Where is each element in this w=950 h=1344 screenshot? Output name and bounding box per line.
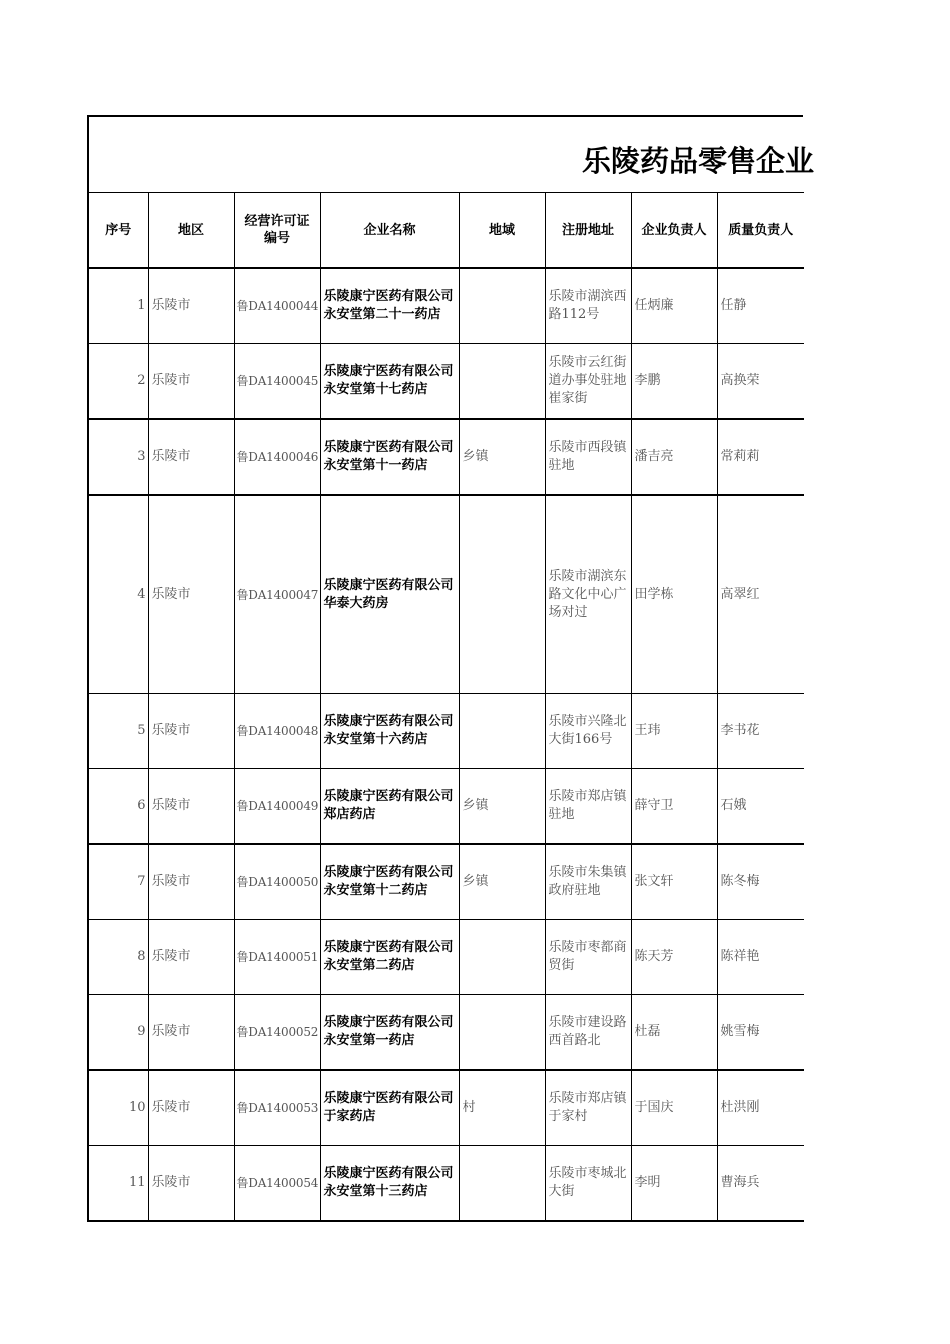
cell-license[interactable]: 鲁DA1400047 — [234, 495, 320, 694]
cell-company[interactable]: 乐陵康宁医药有限公司永安堂第二十一药店 — [320, 268, 459, 344]
cell-legal[interactable]: 陈天芳 — [631, 920, 717, 995]
cell-area[interactable]: 村 — [459, 1070, 545, 1146]
cell-area[interactable]: 乡镇 — [459, 844, 545, 920]
table-row — [88, 1070, 804, 1146]
cell-quality[interactable]: 任静 — [717, 268, 804, 344]
header-address[interactable]: 注册地址 — [545, 193, 631, 269]
cell-seq[interactable]: 3 — [88, 419, 148, 495]
cell-address[interactable]: 乐陵市湖滨东路文化中心广场对过 — [545, 495, 631, 694]
cell-company[interactable]: 乐陵康宁医药有限公司郑店药店 — [320, 769, 459, 845]
cell-legal[interactable]: 李明 — [631, 1146, 717, 1222]
spreadsheet — [87, 115, 815, 1222]
cell-company[interactable]: 乐陵康宁医药有限公司永安堂第十三药店 — [320, 1146, 459, 1222]
cell-legal[interactable]: 张文轩 — [631, 844, 717, 920]
table-row — [88, 995, 804, 1071]
data-table — [87, 192, 804, 1222]
header-row — [88, 193, 804, 269]
cell-company[interactable]: 乐陵康宁医药有限公司永安堂第十二药店 — [320, 844, 459, 920]
cell-legal[interactable]: 潘吉亮 — [631, 419, 717, 495]
cell-legal[interactable]: 田学栋 — [631, 495, 717, 694]
cell-quality[interactable]: 陈祥艳 — [717, 920, 804, 995]
cell-area[interactable] — [459, 995, 545, 1071]
cell-region[interactable]: 乐陵市 — [148, 1070, 234, 1146]
cell-quality[interactable]: 李书花 — [717, 694, 804, 769]
cell-region[interactable]: 乐陵市 — [148, 344, 234, 420]
cell-quality[interactable]: 常莉莉 — [717, 419, 804, 495]
cell-area[interactable] — [459, 344, 545, 420]
cell-company[interactable]: 乐陵康宁医药有限公司永安堂第一药店 — [320, 995, 459, 1071]
cell-seq[interactable]: 11 — [88, 1146, 148, 1222]
cell-company[interactable]: 乐陵康宁医药有限公司永安堂第十七药店 — [320, 344, 459, 420]
table-row — [88, 344, 804, 420]
table-row — [88, 694, 804, 769]
cell-address[interactable]: 乐陵市枣城北大街 — [545, 1146, 631, 1222]
title-cell[interactable] — [87, 115, 815, 192]
cell-seq[interactable]: 2 — [88, 344, 148, 420]
cell-legal[interactable]: 杜磊 — [631, 995, 717, 1071]
cell-license[interactable]: 鲁DA1400044 — [234, 268, 320, 344]
header-company[interactable]: 企业名称 — [320, 193, 459, 269]
cell-license[interactable]: 鲁DA1400050 — [234, 844, 320, 920]
header-license[interactable] — [234, 193, 320, 269]
cell-area[interactable] — [459, 920, 545, 995]
cell-seq[interactable]: 10 — [88, 1070, 148, 1146]
header-quality[interactable]: 质量负责人 — [717, 193, 804, 269]
header-legal[interactable]: 企业负责人 — [631, 193, 717, 269]
cell-quality[interactable]: 高换荣 — [717, 344, 804, 420]
cell-address[interactable]: 乐陵市兴隆北大街166号 — [545, 694, 631, 769]
table-row — [88, 1146, 804, 1222]
cell-license[interactable]: 鲁DA1400052 — [234, 995, 320, 1071]
header-region[interactable]: 地区 — [148, 193, 234, 269]
cell-region[interactable]: 乐陵市 — [148, 920, 234, 995]
cell-seq[interactable]: 1 — [88, 268, 148, 344]
cell-region[interactable]: 乐陵市 — [148, 694, 234, 769]
header-area[interactable]: 地域 — [459, 193, 545, 269]
cell-quality[interactable]: 陈冬梅 — [717, 844, 804, 920]
cell-license[interactable]: 鲁DA1400054 — [234, 1146, 320, 1222]
cell-area[interactable] — [459, 1146, 545, 1222]
cell-area[interactable]: 乡镇 — [459, 769, 545, 845]
cell-seq[interactable]: 9 — [88, 995, 148, 1071]
cell-seq[interactable]: 5 — [88, 694, 148, 769]
cell-license[interactable]: 鲁DA1400051 — [234, 920, 320, 995]
cell-address[interactable]: 乐陵市建设路西首路北 — [545, 995, 631, 1071]
cell-area[interactable] — [459, 268, 545, 344]
cell-address[interactable]: 乐陵市云红街道办事处驻地崔家街 — [545, 344, 631, 420]
cell-area[interactable] — [459, 495, 545, 694]
table-row — [88, 844, 804, 920]
cell-address[interactable]: 乐陵市郑店镇驻地 — [545, 769, 631, 845]
cell-region[interactable]: 乐陵市 — [148, 419, 234, 495]
header-license-label: 经营许可证编号 — [244, 214, 310, 246]
cell-legal[interactable]: 任炳廉 — [631, 268, 717, 344]
cell-company[interactable]: 乐陵康宁医药有限公司于家药店 — [320, 1070, 459, 1146]
cell-license[interactable]: 鲁DA1400045 — [234, 344, 320, 420]
cell-company[interactable]: 乐陵康宁医药有限公司永安堂第二药店 — [320, 920, 459, 995]
table-row — [88, 268, 804, 344]
cell-seq[interactable]: 8 — [88, 920, 148, 995]
cell-region[interactable]: 乐陵市 — [148, 769, 234, 845]
sheet-title: 乐陵药品零售企业 — [582, 144, 815, 178]
cell-quality[interactable]: 姚雪梅 — [717, 995, 804, 1071]
cell-license[interactable]: 鲁DA1400048 — [234, 694, 320, 769]
header-seq[interactable]: 序号 — [88, 193, 148, 269]
cell-seq[interactable]: 6 — [88, 769, 148, 845]
cell-region[interactable]: 乐陵市 — [148, 844, 234, 920]
cell-address[interactable]: 乐陵市西段镇驻地 — [545, 419, 631, 495]
cell-address[interactable]: 乐陵市湖滨西路112号 — [545, 268, 631, 344]
cell-region[interactable]: 乐陵市 — [148, 1146, 234, 1222]
cell-license[interactable]: 鲁DA1400049 — [234, 769, 320, 845]
cell-area[interactable]: 乡镇 — [459, 419, 545, 495]
table-row — [88, 769, 804, 845]
cell-license[interactable]: 鲁DA1400046 — [234, 419, 320, 495]
cell-legal[interactable]: 薛守卫 — [631, 769, 717, 845]
cell-quality[interactable]: 曹海兵 — [717, 1146, 804, 1222]
cell-company[interactable]: 乐陵康宁医药有限公司永安堂第十一药店 — [320, 419, 459, 495]
cell-address[interactable]: 乐陵市枣都商贸街 — [545, 920, 631, 995]
cell-legal[interactable]: 李鹏 — [631, 344, 717, 420]
cell-company[interactable]: 乐陵康宁医药有限公司华泰大药房 — [320, 495, 459, 694]
table-row — [88, 920, 804, 995]
table-row — [88, 495, 804, 694]
cell-quality[interactable]: 杜洪刚 — [717, 1070, 804, 1146]
cell-address[interactable]: 乐陵市朱集镇政府驻地 — [545, 844, 631, 920]
cell-quality[interactable]: 高翠红 — [717, 495, 804, 694]
cell-legal[interactable]: 王玮 — [631, 694, 717, 769]
cell-company[interactable]: 乐陵康宁医药有限公司永安堂第十六药店 — [320, 694, 459, 769]
cell-region[interactable]: 乐陵市 — [148, 495, 234, 694]
cell-seq[interactable]: 7 — [88, 844, 148, 920]
cell-area[interactable] — [459, 694, 545, 769]
cell-license[interactable]: 鲁DA1400053 — [234, 1070, 320, 1146]
cell-seq[interactable]: 4 — [88, 495, 148, 694]
cell-quality[interactable]: 石娥 — [717, 769, 804, 845]
cell-region[interactable]: 乐陵市 — [148, 995, 234, 1071]
table-row — [88, 419, 804, 495]
cell-region[interactable]: 乐陵市 — [148, 268, 234, 344]
cell-address[interactable]: 乐陵市郑店镇于家村 — [545, 1070, 631, 1146]
cell-legal[interactable]: 于国庆 — [631, 1070, 717, 1146]
